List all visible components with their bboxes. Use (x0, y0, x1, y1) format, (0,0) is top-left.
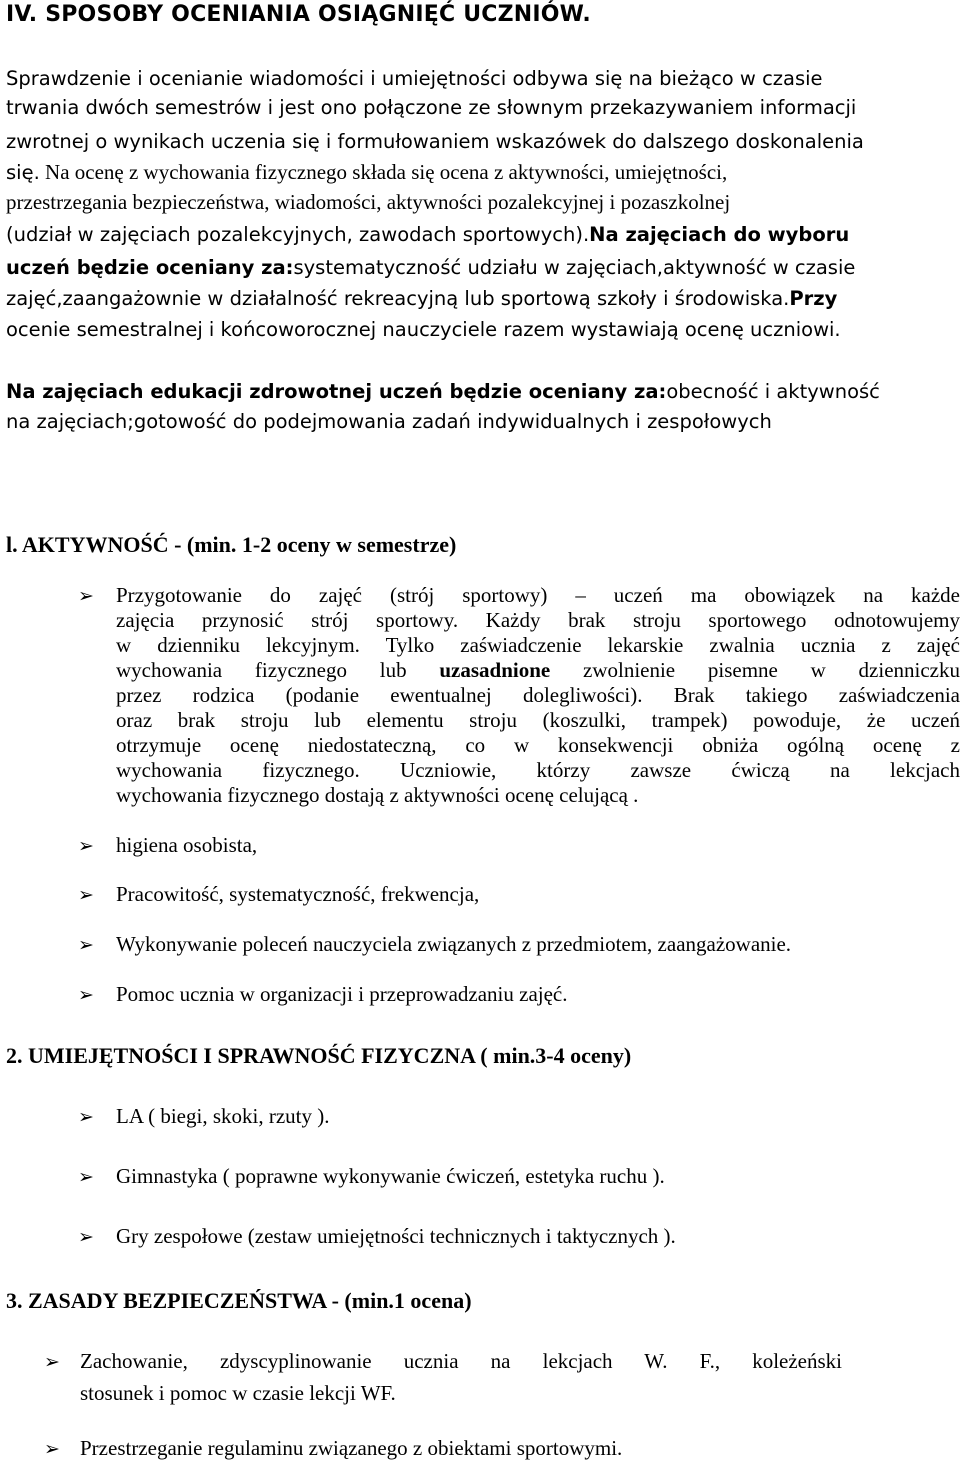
bullet-arrow-icon: ➢ (78, 585, 94, 607)
bullet-arrow-icon: ➢ (78, 1106, 94, 1128)
intro-line-5: przestrzegania bezpieczeństwa, wiadomości, aktywności pozalekcyjnej i pozaszkolnej (6, 190, 731, 214)
section-1-heading: l. AKTYWNOŚĆ - (min. 1-2 oceny w semestrze) (6, 532, 457, 557)
section-3-heading: 3. ZASADY BEZPIECZEŃSTWA - (min.1 ocena) (6, 1288, 472, 1313)
s1-item3: Pracowitość, systematyczność, frekwencja, (116, 882, 480, 906)
s1-item1-line-3: w dzienniku lekcyjnym. Tylko zaświadczenie lekarskie zwalnia ucznia z zajęć (116, 633, 960, 657)
intro-line-7b: systematyczność udziału w zajęciach,aktywność w czasie (293, 256, 856, 279)
bullet-arrow-icon: ➢ (78, 1166, 94, 1188)
s1-item1-line-5: przez rodzica (podanie ewentualnej dolegliwości). Brak takiego zaświadczenia (116, 683, 960, 707)
page-title: IV. SPOSOBY OCENIANIA OSIĄGNIĘĆ UCZNIÓW. (6, 2, 591, 27)
s1-item4: Wykonywanie poleceń nauczyciela związanych z przedmiotem, zaangażowanie. (116, 932, 792, 956)
s1-item1-line-8: wychowania fizycznego. Uczniowie, którzy zawsze ćwiczą na lekcjach (116, 758, 960, 782)
health-line-1b: obecność i aktywność (666, 380, 880, 403)
bullet-arrow-icon: ➢ (78, 835, 94, 857)
s1-item1-line-4b: uzasadnione (439, 658, 551, 682)
s1-item2: higiena osobista, (116, 833, 258, 857)
intro-line-8a: zajęć,zaangażownie w działalność rekreacyjną lub sportową szkoły i środowiska. (6, 287, 790, 310)
bullet-arrow-icon: ➢ (44, 1351, 60, 1373)
s3-item1-line-1: Zachowanie, zdyscyplinowanie ucznia na lekcjach W. F., koleżeński (80, 1349, 842, 1373)
intro-line-4b: Na ocenę z wychowania fizycznego składa się ocena z aktywności, umiejętności, (39, 160, 728, 184)
s1-item1-line-1: Przygotowanie do zajęć (strój sportowy) – uczeń ma obowiązek na każde (116, 583, 960, 607)
intro-line-3: zwrotnej o wynikach uczenia się i formułowaniem wskazówek do dalszego doskonalenia (6, 130, 864, 153)
s1-item1-line-2: zajęcia przynosić strój sportowy. Każdy brak stroju sportowego odnotowujemy (116, 608, 960, 632)
intro-line-1: Sprawdzenie i ocenianie wiadomości i umiejętności odbywa się na bieżąco w czasie (6, 67, 823, 90)
s1-item1-line-4a: wychowania fizycznego lub (116, 658, 440, 682)
intro-line-6a: (udział w zajęciach pozalekcyjnych, zawodach sportowych). (6, 223, 590, 246)
s1-item1-line-6: oraz brak stroju lub elementu stroju (koszulki, trampek) powoduje, że uczeń (116, 708, 960, 732)
bullet-arrow-icon: ➢ (78, 1226, 94, 1248)
s2-item3: Gry zespołowe (zestaw umiejętności technicznych i taktycznych ). (116, 1224, 676, 1248)
intro-line-8 (6, 287, 837, 310)
intro-line-6b: Na zajęciach do wyboru (589, 223, 850, 246)
s1-item1-line-9: wychowania fizycznego dostają z aktywności ocenę celującą . (116, 783, 639, 807)
intro-line-7a: uczeń będzie oceniany za: (6, 256, 294, 279)
bullet-arrow-icon: ➢ (44, 1438, 60, 1460)
s1-item1-line-4 (116, 658, 960, 683)
s3-item1-line-2: stosunek i pomoc w czasie lekcji WF. (80, 1381, 396, 1405)
s2-item1: LA ( biegi, skoki, rzuty ). (116, 1104, 330, 1128)
s2-item2: Gimnastyka ( poprawne wykonywanie ćwiczeń, estetyka ruchu ). (116, 1164, 665, 1188)
s1-item1-line-7: otrzymuje ocenę niedostateczną, co w konsekwencji obniża ogólną ocenę z (116, 733, 960, 757)
bullet-arrow-icon: ➢ (78, 984, 94, 1006)
intro-line-6 (6, 223, 849, 246)
health-line-2: na zajęciach;gotowość do podejmowania zadań indywidualnych i zespołowych (6, 410, 772, 433)
bullet-arrow-icon: ➢ (78, 884, 94, 906)
health-line-1a: Na zajęciach edukacji zdrowotnej uczeń będzie oceniany za: (6, 380, 667, 403)
intro-line-7 (6, 256, 855, 279)
intro-line-4a: się. (6, 161, 40, 184)
intro-line-4 (6, 160, 727, 185)
section-2-heading: 2. UMIEJĘTNOŚCI I SPRAWNOŚĆ FIZYCZNA ( min.3-4 oceny) (6, 1043, 632, 1068)
health-line-1 (6, 380, 880, 403)
intro-line-9: ocenie semestralnej i końcoworocznej nauczyciele razem wystawiają ocenę uczniowi. (6, 318, 841, 341)
s1-item1-line-4c: zwolnienie pisemne w dzienniczku (550, 658, 960, 682)
s3-item2: Przestrzeganie regulaminu związanego z obiektami sportowymi. (80, 1436, 623, 1460)
intro-line-8b: Przy (789, 287, 838, 310)
intro-line-2: trwania dwóch semestrów i jest ono połączone ze słownym przekazywaniem informacji (6, 96, 857, 119)
s1-item5: Pomoc ucznia w organizacji i przeprowadzaniu zajęć. (116, 982, 568, 1006)
bullet-arrow-icon: ➢ (78, 934, 94, 956)
